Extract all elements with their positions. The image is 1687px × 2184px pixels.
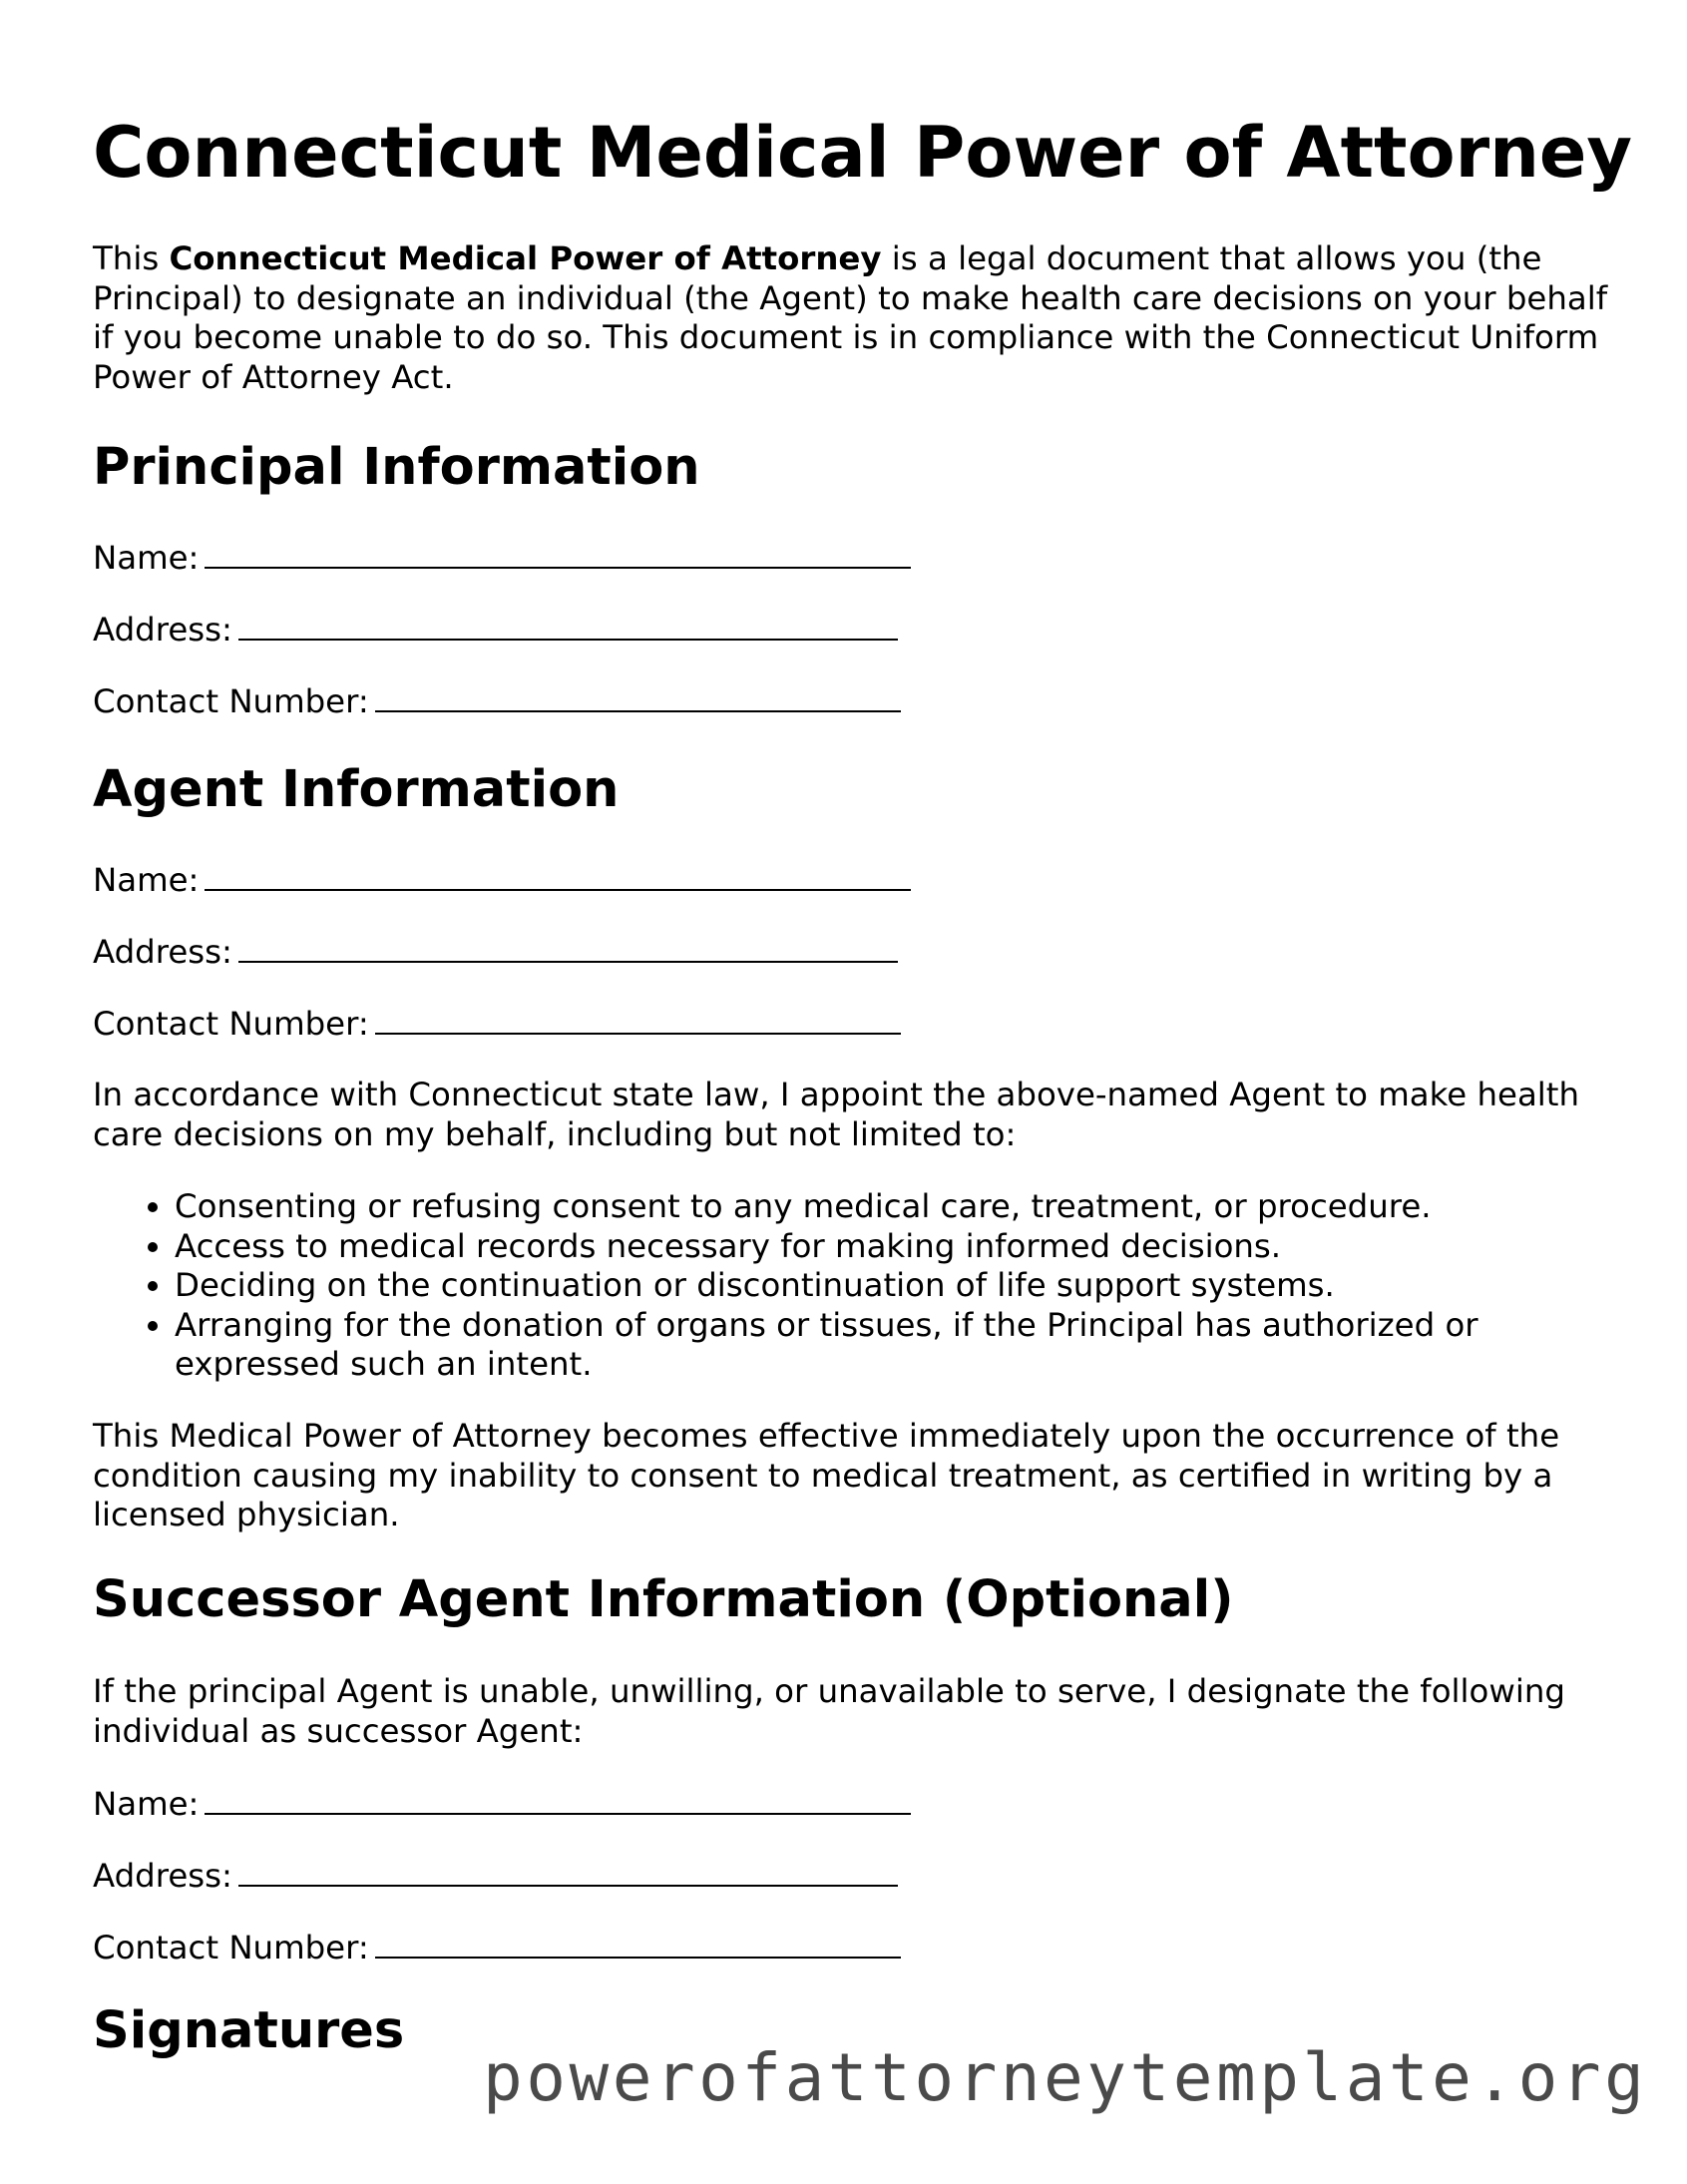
principal-contact-label: Contact Number:: [93, 682, 369, 720]
successor-address-label: Address:: [93, 1857, 232, 1895]
effective-paragraph: This Medical Power of Attorney becomes effective immediately upon the occurrence of the condition causing my inability to consent to medical treatment, as certified in writing by a licensed physician.: [93, 1417, 1560, 1533]
list-item: • Consenting or refusing consent to any medical care, treatment, or procedure.: [175, 1187, 1621, 1227]
authority-paragraph: In accordance with Connecticut state law, I appoint the above-named Agent to make health care decisions on my behalf, including but not limited to:: [93, 1076, 1580, 1153]
list-item: • Arranging for the donation of organs or tissues, if the Principal has authorized or expressed such an intent.: [175, 1306, 1621, 1385]
agent-name-label: Name:: [93, 861, 200, 899]
agent-heading: Agent Information: [93, 760, 620, 819]
agent-address-blank[interactable]: [238, 931, 898, 963]
principal-address-field[interactable]: [93, 609, 898, 650]
signatures-heading: Signatures: [93, 2001, 405, 2060]
successor-heading: Successor Agent Information (Optional): [93, 1570, 1234, 1629]
agent-contact-label: Contact Number:: [93, 1005, 369, 1043]
agent-contact-field[interactable]: [93, 1003, 901, 1044]
principal-name-label: Name:: [93, 539, 200, 577]
agent-contact-blank[interactable]: [375, 1003, 901, 1035]
principal-heading: Principal Information: [93, 438, 700, 497]
successor-contact-field[interactable]: [93, 1927, 901, 1967]
agent-address-field[interactable]: [93, 931, 898, 972]
successor-contact-blank[interactable]: [375, 1927, 901, 1959]
list-item: • Deciding on the continuation or discontinuation of life support systems.: [175, 1266, 1621, 1306]
intro-paragraph: [93, 239, 1619, 397]
powers-list: [93, 1187, 1621, 1385]
principal-address-blank[interactable]: [238, 609, 898, 641]
agent-address-label: Address:: [93, 933, 232, 971]
principal-contact-field[interactable]: [93, 680, 901, 721]
principal-address-label: Address:: [93, 611, 232, 649]
successor-name-field[interactable]: [93, 1783, 911, 1824]
successor-intro-paragraph: If the principal Agent is unable, unwilling, or unavailable to serve, I designate the following individual as successor Agent:: [93, 1672, 1565, 1750]
successor-contact-label: Contact Number:: [93, 1929, 369, 1966]
document-title: Connecticut Medical Power of Attorney: [93, 112, 1633, 194]
successor-name-label: Name:: [93, 1785, 200, 1823]
intro-bold-title: Connecticut Medical Power of Attorney: [169, 239, 882, 277]
agent-name-blank[interactable]: [205, 859, 911, 891]
watermark-text: powerofattorneytemplate.org: [483, 2039, 1648, 2116]
intro-suffix: is a legal document that allows you (the Principal) to designate an individual (the Agent) to make health care decisions on your behalf if you become unable to do so. This document is in compliance with the Connecticut Uniform Power of Attorney Act.: [93, 239, 1608, 396]
principal-name-field[interactable]: [93, 537, 911, 578]
successor-address-blank[interactable]: [238, 1855, 898, 1887]
principal-name-blank[interactable]: [205, 537, 911, 569]
successor-address-field[interactable]: [93, 1855, 898, 1896]
list-item: • Access to medical records necessary for making informed decisions.: [175, 1227, 1621, 1267]
principal-contact-blank[interactable]: [375, 680, 901, 712]
successor-name-blank[interactable]: [205, 1783, 911, 1815]
agent-name-field[interactable]: [93, 859, 911, 900]
intro-prefix: This: [93, 239, 170, 277]
